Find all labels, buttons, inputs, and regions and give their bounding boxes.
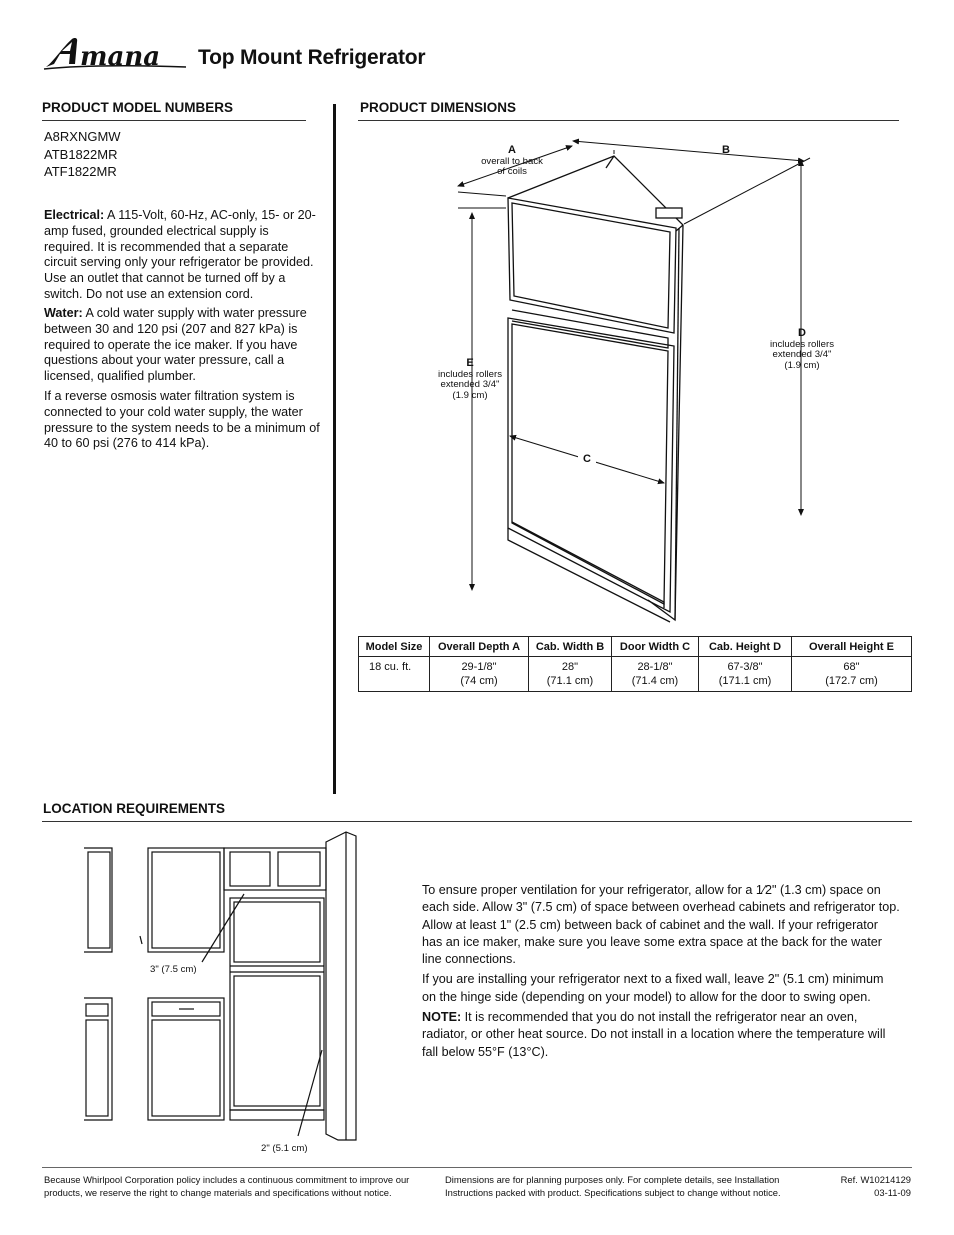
model-number: ATF1822MR bbox=[44, 164, 117, 179]
models-heading: PRODUCT MODEL NUMBERS bbox=[42, 100, 234, 115]
table-cell bbox=[792, 657, 912, 692]
cell-sub: (71.1 cm) bbox=[546, 675, 594, 687]
table-cell bbox=[359, 657, 430, 692]
footer-reference bbox=[820, 1173, 911, 1199]
reference-number: Ref. W10214129 bbox=[840, 1174, 911, 1185]
model-list bbox=[44, 128, 121, 181]
electrical-paragraph bbox=[44, 208, 320, 303]
note-text: It is recommended that you do not install the refrigerator near an oven, radiator, or other heat source. Do not install in a location where the temperature will fall below 55°F (13°C). bbox=[422, 1010, 886, 1059]
svg-text:mana: mana bbox=[80, 42, 161, 72]
dimension-a-letter: A bbox=[508, 144, 516, 156]
table-header: Cab. Width B bbox=[529, 637, 612, 657]
cell-sub: (74 cm) bbox=[460, 675, 498, 687]
osmosis-paragraph: If a reverse osmosis water filtration system is connected to your cold water supply, the water pressure to the system needs to be a minimum of 40 to 60 psi (276 to 414 kPa). bbox=[44, 389, 320, 451]
cell-sub: (172.7 cm) bbox=[825, 675, 878, 687]
table-header-row bbox=[359, 637, 912, 657]
callout-top-clearance: 3" (7.5 cm) bbox=[150, 964, 197, 975]
dimension-b-letter: B bbox=[722, 144, 730, 156]
table-header: Door Width C bbox=[612, 637, 699, 657]
dimension-a-label bbox=[476, 145, 548, 178]
cell-main: 67-3/8" bbox=[727, 661, 763, 673]
page-title: Top Mount Refrigerator bbox=[198, 46, 426, 69]
cell-main: 28-1/8" bbox=[637, 661, 673, 673]
dimensions-heading: PRODUCT DIMENSIONS bbox=[360, 100, 517, 115]
electrical-text: A 115-Volt, 60-Hz, AC-only, 15- or 20-amp fused, grounded electrical supply is required. It is recommended that a separate circuit serving only your refrigerator be provided. Use an outlet that cannot be turned off by a switch. Do not use an extension cord. bbox=[44, 208, 316, 301]
table-cell bbox=[699, 657, 792, 692]
ventilation-paragraph: To ensure proper ventilation for your refrigerator, allow for a 1⁄2" (1.3 cm) space on each side. Allow 3" (7.5 cm) of space between overhead cabinets and refrigerator top. Allow at least 1" (2.5 cm) between back of cabinet and the wall. If your refrigerator has an ice maker, make sure you leave some extra space at the back for the water line connections. bbox=[422, 883, 900, 967]
note-label: NOTE: bbox=[422, 1010, 462, 1025]
table-cell bbox=[430, 657, 529, 692]
table-header: Overall Height E bbox=[792, 637, 912, 657]
water-text: A cold water supply with water pressure between 30 and 120 psi (207 and 827 kPa) is required to operate the ice maker. If you have questions about your water pressure, call a licensed, qualified plumber. bbox=[44, 306, 307, 384]
dimensions-table bbox=[358, 636, 912, 692]
models-rule bbox=[42, 120, 306, 121]
cell-main: 29-1/8" bbox=[461, 661, 497, 673]
cell-sub: (71.4 cm) bbox=[631, 675, 679, 687]
note-paragraph bbox=[422, 1009, 900, 1061]
footer-disclaimer: Dimensions are for planning purposes only. For complete details, see Installation Instructions packed with product. Specifications subject to change without notice. bbox=[445, 1174, 781, 1198]
footer-policy: Because Whirlpool Corporation policy includes a continuous commitment to improve our products, we reserve the right to change materials and specifications without notice. bbox=[44, 1174, 410, 1198]
dimension-d-letter: D bbox=[798, 327, 806, 339]
electrical-label: Electrical: bbox=[44, 208, 105, 222]
cell-main: 28" bbox=[561, 661, 579, 673]
footer-rule bbox=[42, 1167, 912, 1168]
dimension-e-desc: includes rollers extended 3/4" (1.9 cm) bbox=[438, 368, 502, 401]
dimension-c-label bbox=[578, 454, 596, 466]
table-header: Overall Depth A bbox=[430, 637, 529, 657]
table-row bbox=[359, 657, 912, 692]
dimension-e-letter: E bbox=[466, 357, 474, 369]
callout-side-clearance: 2" (5.1 cm) bbox=[261, 1143, 308, 1154]
model-number: ATB1822MR bbox=[44, 146, 118, 162]
model-number: A8RXNGMW bbox=[44, 129, 121, 144]
cell-main: 18 cu. ft. bbox=[369, 661, 412, 673]
table-cell bbox=[612, 657, 699, 692]
cell-sub: (171.1 cm) bbox=[718, 675, 772, 687]
dimension-d-label bbox=[766, 328, 838, 371]
dimension-b-label bbox=[716, 145, 736, 157]
revision-date: 03-11-09 bbox=[874, 1187, 911, 1198]
location-text bbox=[422, 882, 900, 1064]
location-rule bbox=[42, 821, 912, 822]
table-header: Cab. Height D bbox=[699, 637, 792, 657]
column-divider bbox=[333, 104, 336, 794]
dimension-a-desc: overall to back of coils bbox=[481, 155, 543, 177]
location-cabinet-drawing bbox=[84, 828, 360, 1143]
location-heading: LOCATION REQUIREMENTS bbox=[43, 801, 225, 816]
dimensions-rule bbox=[358, 120, 899, 121]
dimension-c-letter: C bbox=[583, 453, 591, 465]
dimension-d-desc: includes rollers extended 3/4" (1.9 cm) bbox=[770, 338, 834, 371]
cell-main: 68" bbox=[843, 661, 860, 673]
water-label: Water: bbox=[44, 306, 83, 320]
dimension-e-label bbox=[434, 358, 506, 401]
amana-logo bbox=[42, 34, 188, 74]
fixed-wall-paragraph: If you are installing your refrigerator next to a fixed wall, leave 2" (5.1 cm) minimum on the hinge side (depending on your model) to allow for the door to swing open. bbox=[422, 972, 884, 1004]
table-header: Model Size bbox=[359, 637, 430, 657]
table-cell bbox=[529, 657, 612, 692]
water-paragraph bbox=[44, 306, 320, 385]
